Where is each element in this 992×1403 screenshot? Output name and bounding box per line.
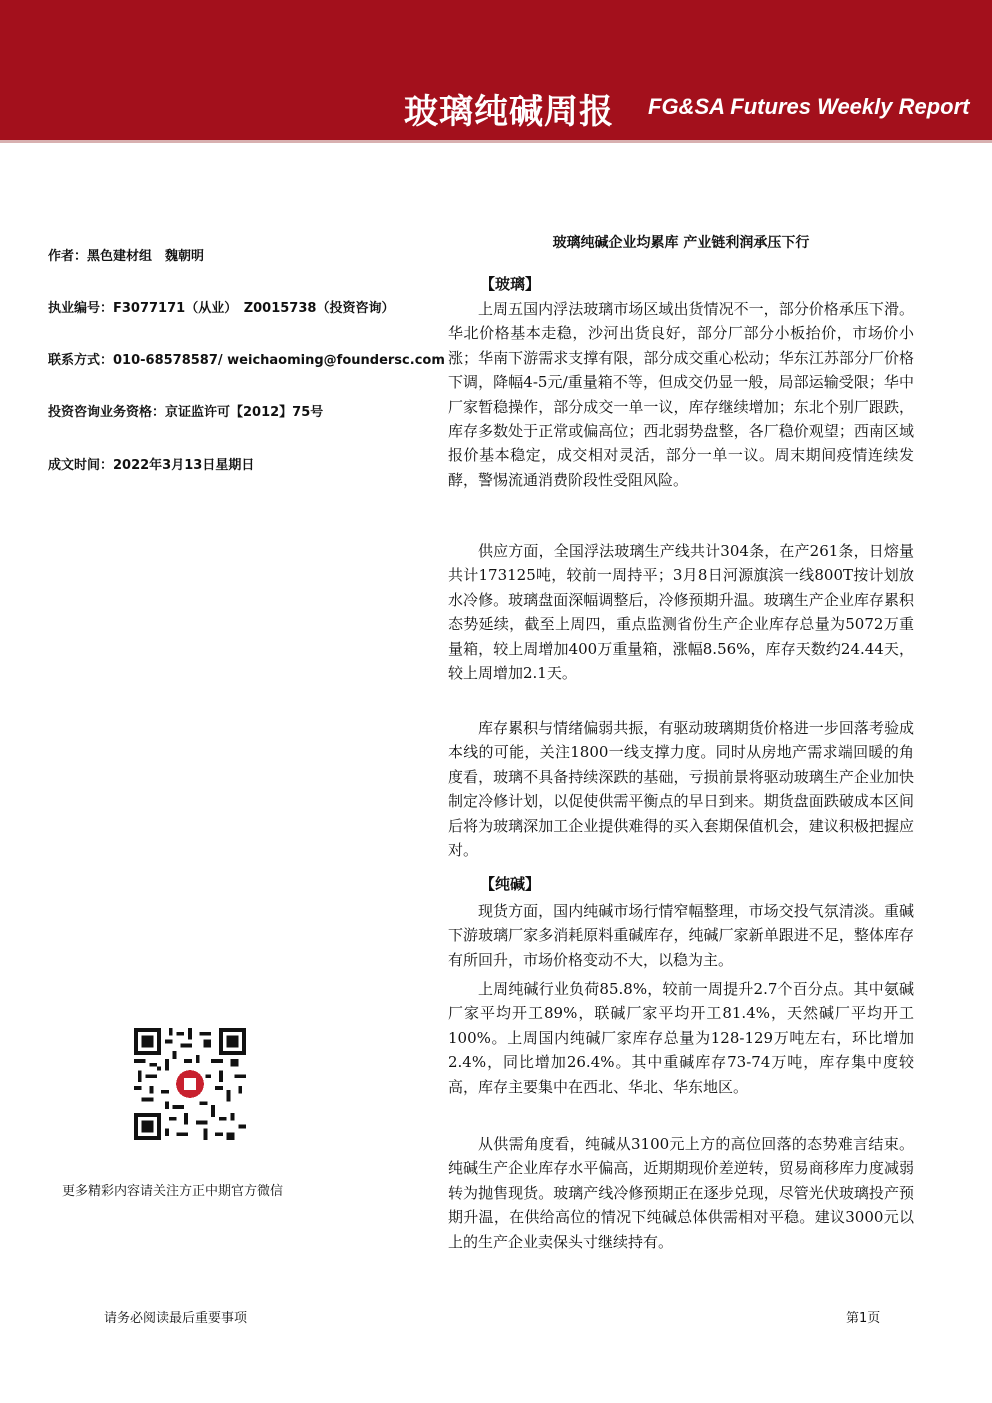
glass-section-heading: 【玻璃】 xyxy=(480,275,541,293)
soda-paragraph-3: 从供需角度看，纯碱从3100元上方的高位回落的态势难言结束。纯碱生产企业库存水平偏高，近期期现价差逆转，贸易商移库力度减弱转为抛售现货。玻璃产线冷修预期正在逐步兑现，尽管光伏玻璃投产预期升温，在供给高位的情况下纯碱总体供需相对平稳。建议3000元以上的生产企业卖保头寸继续持有。 xyxy=(448,1135,914,1251)
glass-paragraph-1: 上周五国内浮法玻璃市场区域出货情况不一，部分价格承压下滑。华北价格基本走稳，沙河出货良好，部分厂部分小板抬价，市场价小涨；华南下游需求支撑有限，部分成交重心松动；华东江苏部分厂价格下调，降幅4-5元/重量箱不等，但成交仍显一般，局部运输受限；华中厂家暂稳操作，部分成交一单一议，库存继续增加；东北个别厂跟跌，库存多数处于正常或偏高位；西北弱势盘整，各厂稳价观望；西南区域报价基本稳定，成交相对灵活，部分一单一议。周末期间疫情连续发酵，警惕流通消费阶段性受阻风险。 xyxy=(448,300,914,489)
author-line: 作者：黑色建材组 魏朝明 xyxy=(48,249,205,264)
header-divider xyxy=(0,140,992,143)
page-number: 第1页 xyxy=(846,1311,881,1326)
soda-paragraph-1: 现货方面，国内纯碱市场行情窄幅整理，市场交投气氛清淡。重碱下游玻璃厂家多消耗原料重碱库存，纯碱厂家新单跟进不足，整体库存有所回升，市场价格变动不大，以稳为主。 xyxy=(448,902,914,969)
glass-paragraph-2: 供应方面，全国浮法玻璃生产线共计304条，在产261条，日熔量共计173125吨，较前一周持平；3月8日河源旗滨一线800T按计划放水冷修。玻璃盘面深幅调整后，冷修预期升温。玻璃生产企业库存累积态势延续，截至上周四，重点监测省份生产企业库存总量为5072万重量箱，较上周增加400万重量箱，涨幅8.56%，库存天数约24.44天，较上周增加2.1天。 xyxy=(448,542,914,683)
wechat-qr-code xyxy=(134,1028,246,1140)
qualification-line: 投资咨询业务资格：京证监许可【2012】75号 xyxy=(48,405,324,420)
article-title: 玻璃纯碱企业均累库 产业链利润承压下行 xyxy=(552,235,810,251)
footer-notice: 请务必阅读最后重要事项 xyxy=(104,1311,248,1326)
soda-paragraph-2: 上周纯碱行业负荷85.8%，较前一周提升2.7个百分点。其中氨碱厂家平均开工89%，联碱厂家平均开工81.4%，天然碱厂平均开工100%。上周国内纯碱厂家库存总量为128-129万吨左右，环比增加2.4%，同比增加26.4%。其中重碱库存73-74万吨，库存集中度较高，库存主要集中在西北、华北、华东地区。 xyxy=(448,980,914,1096)
date-line: 成文时间：2022年3月13日星期日 xyxy=(48,458,255,473)
contact-line: 联系方式：010-68578587/ weichaoming@foundersc.com xyxy=(48,353,445,368)
license-line: 执业编号：F3077171（从业） Z0015738（投资咨询） xyxy=(48,301,395,316)
qr-caption: 更多精彩内容请关注方正中期官方微信 xyxy=(62,1184,284,1199)
glass-paragraph-3: 库存累积与情绪偏弱共振，有驱动玻璃期货价格进一步回落考验成本线的可能，关注1800一线支撑力度。同时从房地产需求端回暖的角度看，玻璃不具备持续深跌的基础，亏损前景将驱动玻璃生产企业加快制定冷修计划，以促使供需平衡点的早日到来。期货盘面跌破成本区间后将为玻璃深加工企业提供难得的买入套期保值机会，建议积极把握应对。 xyxy=(448,719,914,860)
report-title-en: FG&SA Futures Weekly Report xyxy=(648,94,970,119)
report-title-cn: 玻璃纯碱周报 xyxy=(404,92,614,132)
soda-section-heading: 【纯碱】 xyxy=(480,875,541,893)
